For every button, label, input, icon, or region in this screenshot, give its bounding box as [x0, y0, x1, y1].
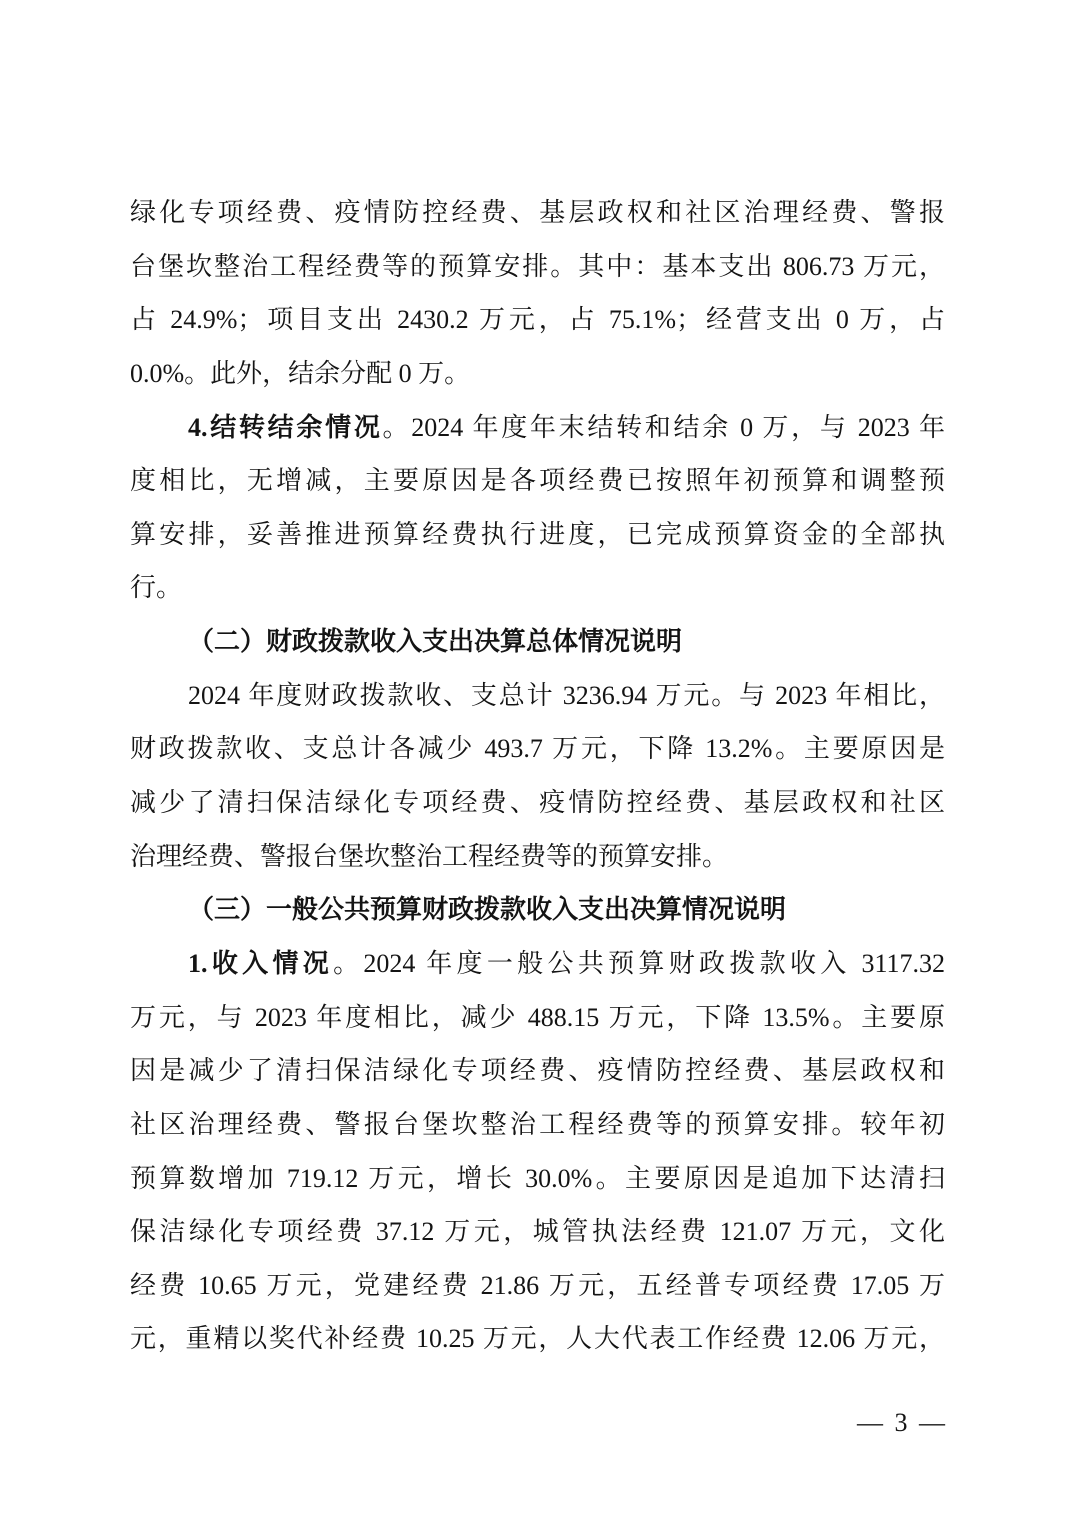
text-line: 2024 年度财政拨款收、支总计 3236.94 万元。与 2023 年相比， — [188, 680, 945, 710]
text-line — [130, 401, 945, 455]
text-line: 财政拨款收、支总计各减少 493.7 万元，下降 13.2%。主要原因是 — [130, 734, 945, 764]
text-line: 行。 — [130, 573, 183, 603]
bold-lead: 1.收入情况 — [188, 948, 334, 978]
document-text — [130, 186, 945, 1366]
text-line: 治理经费、警报台堡坎整治工程经费等的预算安排。 — [130, 841, 729, 871]
page-footer — [857, 1406, 945, 1440]
text-line: 算安排，妥善推进预算经费执行进度，已完成预算资金的全部执 — [130, 519, 945, 549]
text-line: 保洁绿化专项经费 37.12 万元，城管执法经费 121.07 万元，文化 — [130, 1217, 945, 1247]
text-line: 绿化专项经费、疫情防控经费、基层政权和社区治理经费、警报 — [130, 198, 945, 227]
line-text: 。2024 年度一般公共预算财政拨款收入 3117.32 — [333, 948, 945, 978]
text-line: 因是减少了清扫保洁绿化专项经费、疫情防控经费、基层政权和 — [130, 1056, 945, 1086]
text-line: 占 24.9%；项目支出 2430.2 万元，占 75.1%；经营支出 0 万，占 — [130, 305, 945, 335]
text-line: 元，重精以奖代补经费 10.25 万元，人大代表工作经费 12.06 万元， — [130, 1324, 945, 1354]
text-line — [130, 937, 945, 991]
text-line: 万元，与 2023 年度相比，减少 488.15 万元，下降 13.5%。主要原 — [130, 1002, 945, 1032]
text-line: 0.0%。此外，结余分配 0 万。 — [130, 358, 471, 388]
text-line: 度相比，无增减，主要原因是各项经费已按照年初预算和调整预 — [130, 466, 945, 496]
section-heading: （三）一般公共预算财政拨款收入支出决算情况说明 — [188, 895, 787, 925]
bold-lead: 4.结转结余情况 — [188, 412, 383, 442]
text-line: 减少了清扫保洁绿化专项经费、疫情防控经费、基层政权和社区 — [130, 788, 945, 818]
section-heading: （二）财政拨款收入支出决算总体情况说明 — [188, 627, 683, 657]
page-number: — 3 — — [857, 1408, 945, 1437]
text-line: 经费 10.65 万元，党建经费 21.86 万元，五经普专项经费 17.05 万 — [130, 1270, 945, 1300]
text-line: 预算数增加 719.12 万元，增长 30.0%。主要原因是追加下达清扫 — [130, 1163, 945, 1193]
text-line: 社区治理经费、警报台堡坎整治工程经费等的预算安排。较年初 — [130, 1109, 945, 1139]
text-line: 台堡坎整治工程经费等的预算安排。其中：基本支出 806.73 万元， — [130, 251, 945, 281]
line-text: 。2024 年度年末结转和结余 0 万，与 2023 年 — [382, 412, 945, 442]
